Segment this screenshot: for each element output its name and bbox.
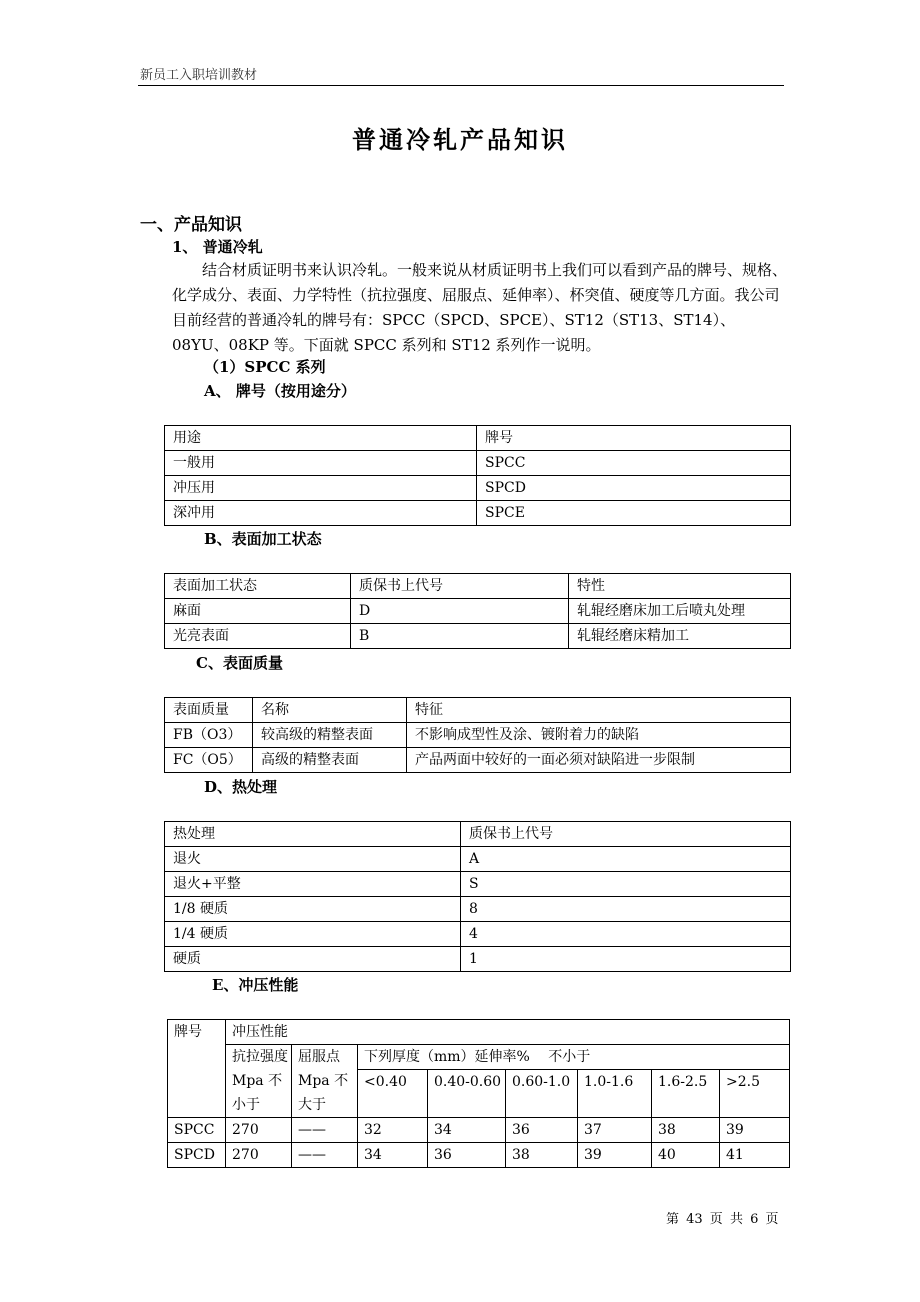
table-header-cell: 表面质量 xyxy=(165,698,253,723)
table-cell: 退火+平整 xyxy=(165,872,461,897)
table-d-label: D、热处理 xyxy=(204,778,278,796)
table-header-row xyxy=(168,1045,790,1070)
table-header-cell: 表面加工状态 xyxy=(165,574,351,599)
table-cell: 麻面 xyxy=(165,599,351,624)
table-row xyxy=(165,872,791,897)
table-cell: 硬质 xyxy=(165,947,461,972)
table-cell: 轧辊经磨床加工后喷丸处理 xyxy=(569,599,791,624)
subsection-heading: 1、 普通冷轧 xyxy=(172,238,263,256)
table-surface-finish xyxy=(164,573,791,649)
table-row xyxy=(165,451,791,476)
table-cell: 较高级的精整表面 xyxy=(253,723,407,748)
table-cell: 深冲用 xyxy=(165,501,477,526)
table-cell: 产品两面中较好的一面必须对缺陷进一步限制 xyxy=(407,748,791,773)
table-e-label: E、冲压性能 xyxy=(212,976,299,994)
document-header: 新员工入职培训教材 xyxy=(140,68,258,83)
table-header-row xyxy=(165,698,791,723)
thickness-header-cell: 1.6-2.5 xyxy=(652,1070,720,1118)
table-cell: 一般用 xyxy=(165,451,477,476)
table-row xyxy=(165,897,791,922)
thickness-header-cell: 0.40-0.60 xyxy=(428,1070,506,1118)
table-b-label: B、表面加工状态 xyxy=(204,530,322,548)
table-header-cell: 名称 xyxy=(253,698,407,723)
table-row xyxy=(165,476,791,501)
table-cell: SPCE xyxy=(477,501,791,526)
table-cell: —— xyxy=(292,1118,358,1143)
table-header-cell: 质保书上代号 xyxy=(351,574,569,599)
table-cell: 37 xyxy=(578,1118,652,1143)
table-row xyxy=(165,947,791,972)
table-cell: D xyxy=(351,599,569,624)
table-header-cell: 用途 xyxy=(165,426,477,451)
table-cell: FC（O5） xyxy=(165,748,253,773)
section-heading: 一、产品知识 xyxy=(140,215,242,235)
table-cell: 39 xyxy=(720,1118,790,1143)
intro-paragraph: 结合材质证明书来认识冷轧。一般来说从材质证明书上我们可以看到产品的牌号、规格、化学成分、表面、力学特性（抗拉强度、屈服点、延伸率）、杯突值、硬度等几方面。我公司目前经营的普通冷轧的牌号有：SPCC（SPCD、SPCE）、ST12（ST13、ST14）、08YU、08KP 等。下面就 SPCC 系列和 ST12 系列作一说明。 xyxy=(172,261,788,354)
table-header-row xyxy=(168,1020,790,1045)
table-stamping-performance xyxy=(167,1019,790,1168)
table-cell: 36 xyxy=(506,1118,578,1143)
brand-header-cell: 牌号 xyxy=(168,1020,226,1118)
table-header-cell: 特征 xyxy=(407,698,791,723)
thickness-header-cell: >2.5 xyxy=(720,1070,790,1118)
table-cell: 39 xyxy=(578,1143,652,1168)
table-cell: —— xyxy=(292,1143,358,1168)
table-row xyxy=(168,1118,790,1143)
elongation-header: 下列厚度（mm）延伸率% 不小于 xyxy=(358,1045,790,1070)
table-surface-quality xyxy=(164,697,791,773)
table-a-label: A、 牌号（按用途分） xyxy=(204,382,356,400)
table-header-row xyxy=(165,426,791,451)
table-cell: 1/8 硬质 xyxy=(165,897,461,922)
table-heat-treatment xyxy=(164,821,791,972)
table-header-cell: 热处理 xyxy=(165,822,461,847)
table-header-cell: 特性 xyxy=(569,574,791,599)
thickness-header-cell: <0.40 xyxy=(358,1070,428,1118)
table-cell: 270 xyxy=(226,1118,292,1143)
table-cell: 8 xyxy=(461,897,791,922)
table-row xyxy=(165,922,791,947)
table-cell: 冲压用 xyxy=(165,476,477,501)
table-c-label: C、表面质量 xyxy=(196,654,283,672)
header-divider xyxy=(138,85,784,86)
table-cell: 38 xyxy=(506,1143,578,1168)
table-row xyxy=(165,501,791,526)
table-cell: SPCC xyxy=(168,1118,226,1143)
page-footer: 第 43 页 共 6 页 xyxy=(666,1212,779,1227)
table-row xyxy=(165,599,791,624)
table-cell: 轧辊经磨床精加工 xyxy=(569,624,791,649)
yield-point-header: 屈服点 Mpa 不大于 xyxy=(292,1045,358,1118)
table-cell: 270 xyxy=(226,1143,292,1168)
table-cell: A xyxy=(461,847,791,872)
table-row xyxy=(165,748,791,773)
table-row xyxy=(165,847,791,872)
table-cell: 41 xyxy=(720,1143,790,1168)
table-cell: FB（O3） xyxy=(165,723,253,748)
table-cell: 40 xyxy=(652,1143,720,1168)
table-cell: SPCC xyxy=(477,451,791,476)
tensile-strength-header: 抗拉强度 Mpa 不小于 xyxy=(226,1045,292,1118)
table-row xyxy=(165,624,791,649)
table-cell: B xyxy=(351,624,569,649)
table-cell: SPCD xyxy=(168,1143,226,1168)
table-cell: 不影响成型性及涂、镀附着力的缺陷 xyxy=(407,723,791,748)
table-cell: 36 xyxy=(428,1143,506,1168)
table-cell: 光亮表面 xyxy=(165,624,351,649)
table-cell: 38 xyxy=(652,1118,720,1143)
table-cell: 4 xyxy=(461,922,791,947)
table-cell: 1 xyxy=(461,947,791,972)
table-cell: 高级的精整表面 xyxy=(253,748,407,773)
table-brand-by-use xyxy=(164,425,791,526)
table-row xyxy=(168,1143,790,1168)
table-row xyxy=(165,723,791,748)
table-cell: 退火 xyxy=(165,847,461,872)
spcc-series-heading: （1）SPCC 系列 xyxy=(204,358,326,376)
table-header-cell: 牌号 xyxy=(477,426,791,451)
stamping-group-header: 冲压性能 xyxy=(226,1020,790,1045)
table-header-row xyxy=(165,574,791,599)
page-title: 普通冷轧产品知识 xyxy=(352,126,568,154)
table-cell: S xyxy=(461,872,791,897)
thickness-header-cell: 1.0-1.6 xyxy=(578,1070,652,1118)
table-cell: 34 xyxy=(428,1118,506,1143)
table-cell: 34 xyxy=(358,1143,428,1168)
table-header-row xyxy=(165,822,791,847)
table-header-cell: 质保书上代号 xyxy=(461,822,791,847)
thickness-header-cell: 0.60-1.0 xyxy=(506,1070,578,1118)
table-cell: 32 xyxy=(358,1118,428,1143)
table-cell: 1/4 硬质 xyxy=(165,922,461,947)
table-cell: SPCD xyxy=(477,476,791,501)
